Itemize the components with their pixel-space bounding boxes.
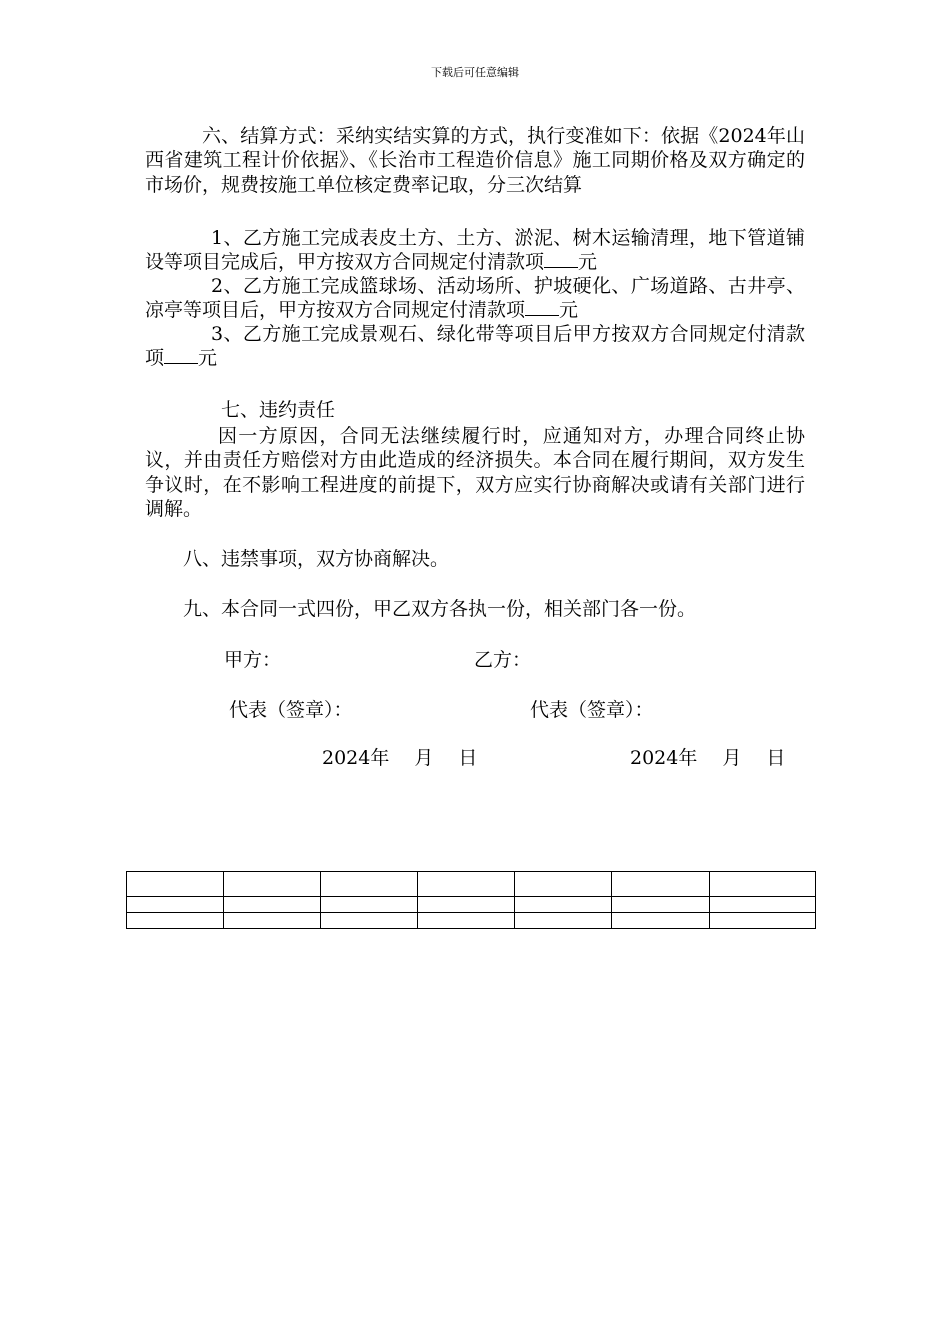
table-cell: [710, 872, 816, 897]
section7-body: 因一方原因，合同无法继续履行时，应通知对方，办理合同终止协议，并由责任方赔偿对方由此造成的经济损失。本合同在履行期间，双方发生争议时，在不影响工程进度的前提下，双方应实行协商解决或请有关部门进行调解。: [145, 425, 805, 520]
table-cell: [612, 872, 710, 897]
table-cell: [321, 897, 418, 913]
page-header: 下载后可任意编辑: [431, 66, 519, 79]
date-a: 2024年 月 日: [322, 747, 478, 769]
section8: 八、违禁事项，双方协商解决。: [183, 548, 450, 570]
table-row: [127, 913, 816, 929]
section6-item2-text: 2、乙方施工完成篮球场、活动场所、护坡硬化、广场道路、古井亭、凉亭等项目后，甲方按双方合同规定付清款项: [145, 275, 805, 322]
amount-blank-2: [525, 298, 559, 316]
table-cell: [418, 872, 515, 897]
table-cell: [515, 897, 612, 913]
unit-label: 元: [198, 347, 218, 370]
table-cell: [418, 897, 515, 913]
amount-blank-3: [164, 346, 198, 364]
blank-table: [126, 871, 816, 929]
section6-item3-text: 3、乙方施工完成景观石、绿化带等项目后甲方按双方合同规定付清款项: [145, 323, 805, 370]
section6-item1: [145, 226, 805, 275]
unit-label: 元: [559, 299, 579, 322]
table-cell: [127, 913, 224, 929]
party-a-label: 甲方：: [224, 649, 282, 671]
table-cell: [321, 872, 418, 897]
rep-b-label: 代表（签章）：: [530, 699, 654, 721]
table-cell: [515, 913, 612, 929]
table-cell: [710, 897, 816, 913]
section6-intro: 六、结算方式：采纳实结实算的方式，执行变准如下：依据《2024年山西省建筑工程计价依据》、《长治市工程造价信息》施工同期价格及双方确定的市场价，规费按施工单位核定费率记取，分三次结算: [145, 125, 805, 196]
table-cell: [418, 913, 515, 929]
table-cell: [710, 913, 816, 929]
party-b-label: 乙方：: [474, 649, 532, 671]
table-cell: [127, 872, 224, 897]
section9: 九、本合同一式四份，甲乙双方各执一份，相关部门各一份。: [183, 598, 697, 620]
table-cell: [127, 897, 224, 913]
section7-title: 七、违约责任: [221, 399, 336, 421]
table-cell: [224, 913, 321, 929]
amount-blank-1: [544, 250, 578, 268]
table-cell: [612, 897, 710, 913]
unit-label: 元: [578, 251, 598, 274]
table-cell: [224, 897, 321, 913]
date-b: 2024年 月 日: [630, 747, 786, 769]
table-cell: [612, 913, 710, 929]
table-row: [127, 897, 816, 913]
section6-item3: [145, 322, 805, 371]
table-cell: [515, 872, 612, 897]
table-row: [127, 872, 816, 897]
table-cell: [224, 872, 321, 897]
section6-item2: [145, 274, 805, 323]
table-cell: [321, 913, 418, 929]
rep-a-label: 代表（签章）：: [229, 699, 353, 721]
section6-item1-text: 1、乙方施工完成表皮土方、土方、淤泥、树木运输清理，地下管道铺设等项目完成后，甲方按双方合同规定付清款项: [145, 227, 805, 274]
